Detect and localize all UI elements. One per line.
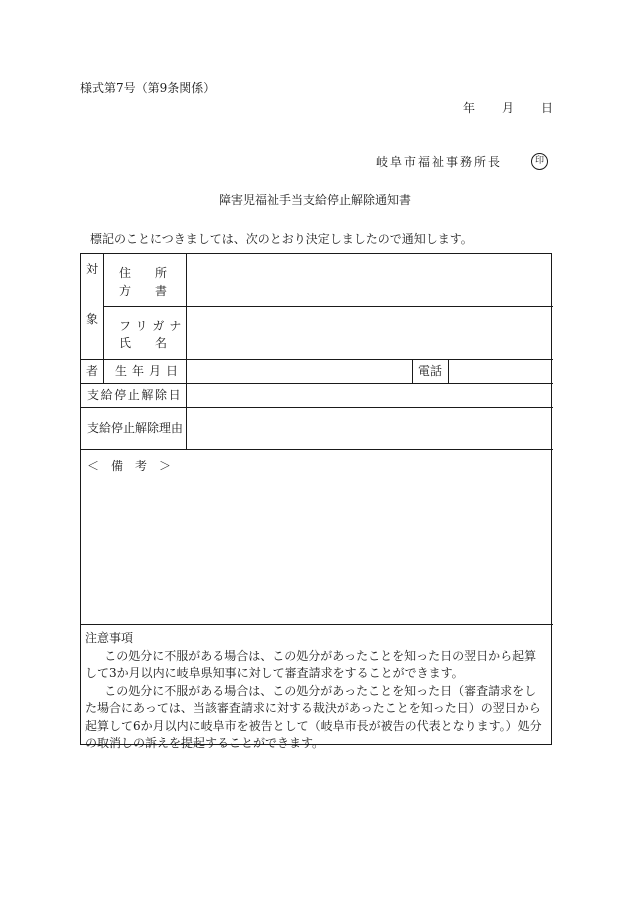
notes-section [85, 630, 547, 753]
date-month: 月 [502, 101, 515, 115]
phone-label: 電話 [418, 364, 443, 378]
address-label: 住 所 [119, 266, 168, 280]
address-value[interactable] [187, 254, 553, 306]
birthdate-value[interactable] [187, 360, 412, 383]
notes-heading: 注意事項 [85, 631, 134, 645]
phone-value[interactable] [449, 360, 553, 383]
remarks-label: ＜ 備 考 ＞ [87, 459, 172, 473]
resume-reason-value[interactable] [187, 408, 553, 449]
subject-char-2: 象 [86, 312, 99, 326]
document-title: 障害児福祉手当支給停止解除通知書 [218, 193, 411, 207]
resume-date-value[interactable] [187, 384, 553, 407]
date-year: 年 [463, 101, 476, 115]
address-detail-label: 方 書 [119, 284, 168, 298]
subject-char-3: 者 [86, 364, 99, 378]
resume-date-label: 支給停止解除日 [87, 388, 183, 402]
notice-table [80, 253, 552, 750]
furigana-label: フリガナ [119, 319, 187, 333]
name-label: 氏 名 [119, 336, 168, 350]
seal-mark: 印 [531, 153, 548, 170]
date-line [463, 102, 553, 114]
birthdate-label: 生年月日 [115, 364, 184, 378]
name-value[interactable] [187, 307, 553, 359]
subject-char-1: 対 [86, 262, 99, 276]
remarks-area[interactable] [81, 478, 553, 623]
intro-text: 標記のことにつきましては、次のとおり決定しましたので通知します。 [90, 232, 473, 246]
date-day: 日 [541, 101, 554, 115]
resume-reason-label: 支給停止解除理由 [87, 421, 184, 435]
notes-paragraph-2: この処分に不服がある場合は、この処分があったことを知った日（審査請求をした場合にあっては、当該審査請求に対する裁決があったことを知った日）の翌日から起算して6か月以内に岐阜市を被告として（岐阜市長が被告の代表となります。）処分の取消しの訴えを提起することができます。 [85, 683, 542, 750]
issuer-name: 岐阜市福祉事務所長 [376, 155, 503, 169]
notes-paragraph-1: この処分に不服がある場合は、この処分があったことを知った日の翌日から起算して3か月以内に岐阜県知事に対して審査請求をすることができます。 [85, 648, 537, 680]
form-number: 様式第7号（第9条関係） [80, 81, 216, 95]
